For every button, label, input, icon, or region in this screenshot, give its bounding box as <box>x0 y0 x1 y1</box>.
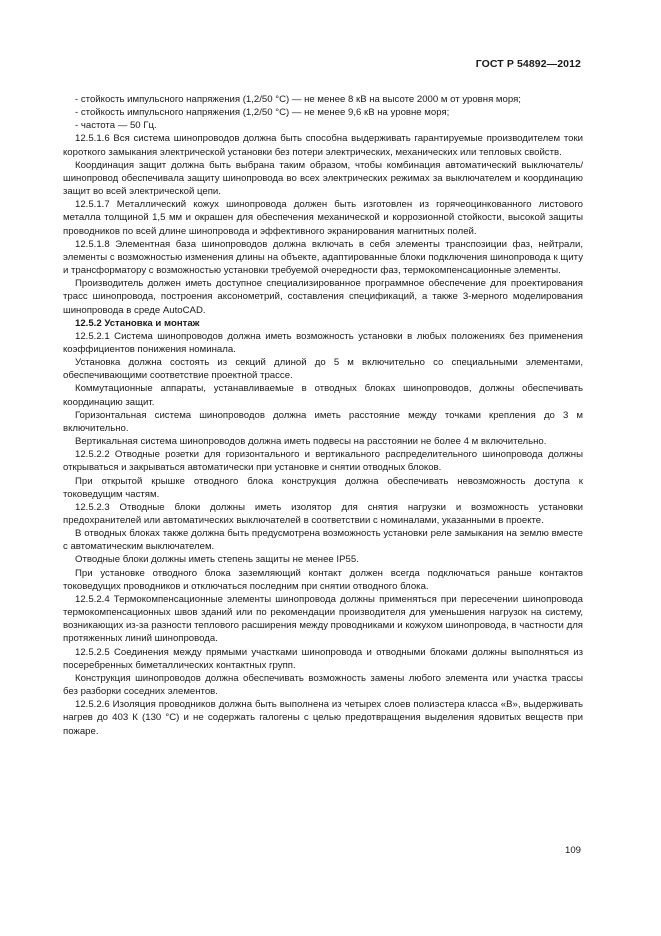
paragraph: 12.5.2.3 Отводные блоки должны иметь изолятор для снятия нагрузки и возможность установки предохранителей или автоматических выключателей в соответствии с номиналами, указанными в проекте. <box>63 501 583 526</box>
paragraph: 12.5.2.1 Система шинопроводов должна иметь возможность установки в любых положениях без применения коэффициентов понижения номинала. <box>63 330 583 355</box>
paragraph: В отводных блоках также должна быть предусмотрена возможность установки реле замыкания на землю вместе с автоматическим выключателем. <box>63 528 583 553</box>
paragraph: - стойкость импульсного напряжения (1,2/50 °С) — не менее 8 кВ на высоте 2000 м от уровня моря; <box>75 94 521 105</box>
paragraph: 12.5.1.6 Вся система шинопроводов должна быть способна выдерживать гарантируемые производителем токи короткого замыкания электрической установки без потери электрических, механических или тепловых свойств. <box>63 133 583 158</box>
paragraph: - частота — 50 Гц. <box>75 120 157 132</box>
paragraph: 12.5.2.5 Соединения между прямыми участками шинопровода и отводными блоками должны выполняться из посеребренных биметаллических контактных групп. <box>63 646 583 671</box>
paragraph: 12.5.1.8 Элементная база шинопроводов должна включать в себя элементы транспозиции фаз, нейтрали, элементы с возможностью изменения длины на объекте, адаптированные блоки подключения шинопровода к щиту и трансформатору с возможностью установки требуемой очередности фаз, термокомпенсационные элементы. <box>63 238 583 277</box>
paragraph: 12.5.2.2 Отводные розетки для горизонтального и вертикального распределительного шинопровода должны открываться и закрываться автоматически при установке и снятии отводных блоков. <box>63 449 583 474</box>
paragraph: Установка должна состоять из секций длиной до 5 м включительно со специальными элементами, обеспечивающими соответствие проектной трассе. <box>63 357 583 382</box>
paragraph: - стойкость импульсного напряжения (1,2/50 °С) — не менее 9,6 кВ на уровне моря; <box>75 107 450 119</box>
paragraph: Коммутационные аппараты, устанавливаемые в отводных блоках шинопроводов, должны обеспечивать координацию защит. <box>63 383 583 408</box>
document-standard-id: ГОСТ Р 54892—2012 <box>475 58 581 70</box>
paragraph: При установке отводного блока заземляющий контакт должен всегда подключаться раньше контактов токоведущих проводников и отключаться последним при снятии отводного блока. <box>63 567 583 592</box>
section-heading: 12.5.2 Установка и монтаж <box>75 317 200 329</box>
paragraph: Отводные блоки должны иметь степень защиты не менее IP55. <box>75 554 359 566</box>
paragraph: Производитель должен иметь доступное специализированное программное обеспечение для проектирования трасс шинопровода, построения аксонометрий, составления спецификаций, а также 3-мерного моделирования шинопровода в среде AutoCAD. <box>63 278 583 316</box>
paragraph: При открытой крышке отводного блока конструкция должна обеспечивать невозможность доступа к токоведущим частям. <box>63 475 583 500</box>
paragraph: 12.5.2.6 Изоляция проводников должна быть выполнена из четырех слоев полиэстера класса «В», выдерживать нагрев до 403 К (130 °С) и не содержать галогены с целью предотвращения выделения ядовитых веществ при пожаре. <box>63 699 583 737</box>
document-body <box>63 93 583 738</box>
paragraph: Конструкция шинопроводов должна обеспечивать возможность замены любого элемента или участка трассы без разборки соседних элементов. <box>63 672 583 698</box>
paragraph: 12.5.2.4 Термокомпенсационные элементы шинопровода должны применяться при пересечении шинопровода термокомпенсационных швов зданий или по рекомендации производителя для уменьшения нагрузок на систему, возникающих из-за разности теплового расширения между проводниками и кожухом шинопровода, в частности для протяженных линий шинопровода. <box>63 593 583 645</box>
paragraph: Горизонтальная система шинопроводов должна иметь расстояние между точками крепления до 3 м включительно. <box>63 409 583 434</box>
paragraph: Координация защит должна быть выбрана таким образом, чтобы комбинация автоматический выключатель/шинопровод обеспечивала защиту шинопровода во всех электрических режимах за выключателем и координацию защит во всей электрической цепи. <box>63 159 583 198</box>
page-number: 109 <box>564 845 581 856</box>
paragraph: Вертикальная система шинопроводов должна иметь подвесы на расстоянии не более 4 м включительно. <box>75 436 547 448</box>
paragraph: 12.5.1.7 Металлический кожух шинопровода должен быть изготовлен из горячеоцинкованного листового металла толщиной 1,5 мм и окрашен для обеспечения механической и коррозионной стойкости, высокой защиты проводников по всей длине шинопровода и эффективного экранирования магнитных полей. <box>63 199 583 237</box>
